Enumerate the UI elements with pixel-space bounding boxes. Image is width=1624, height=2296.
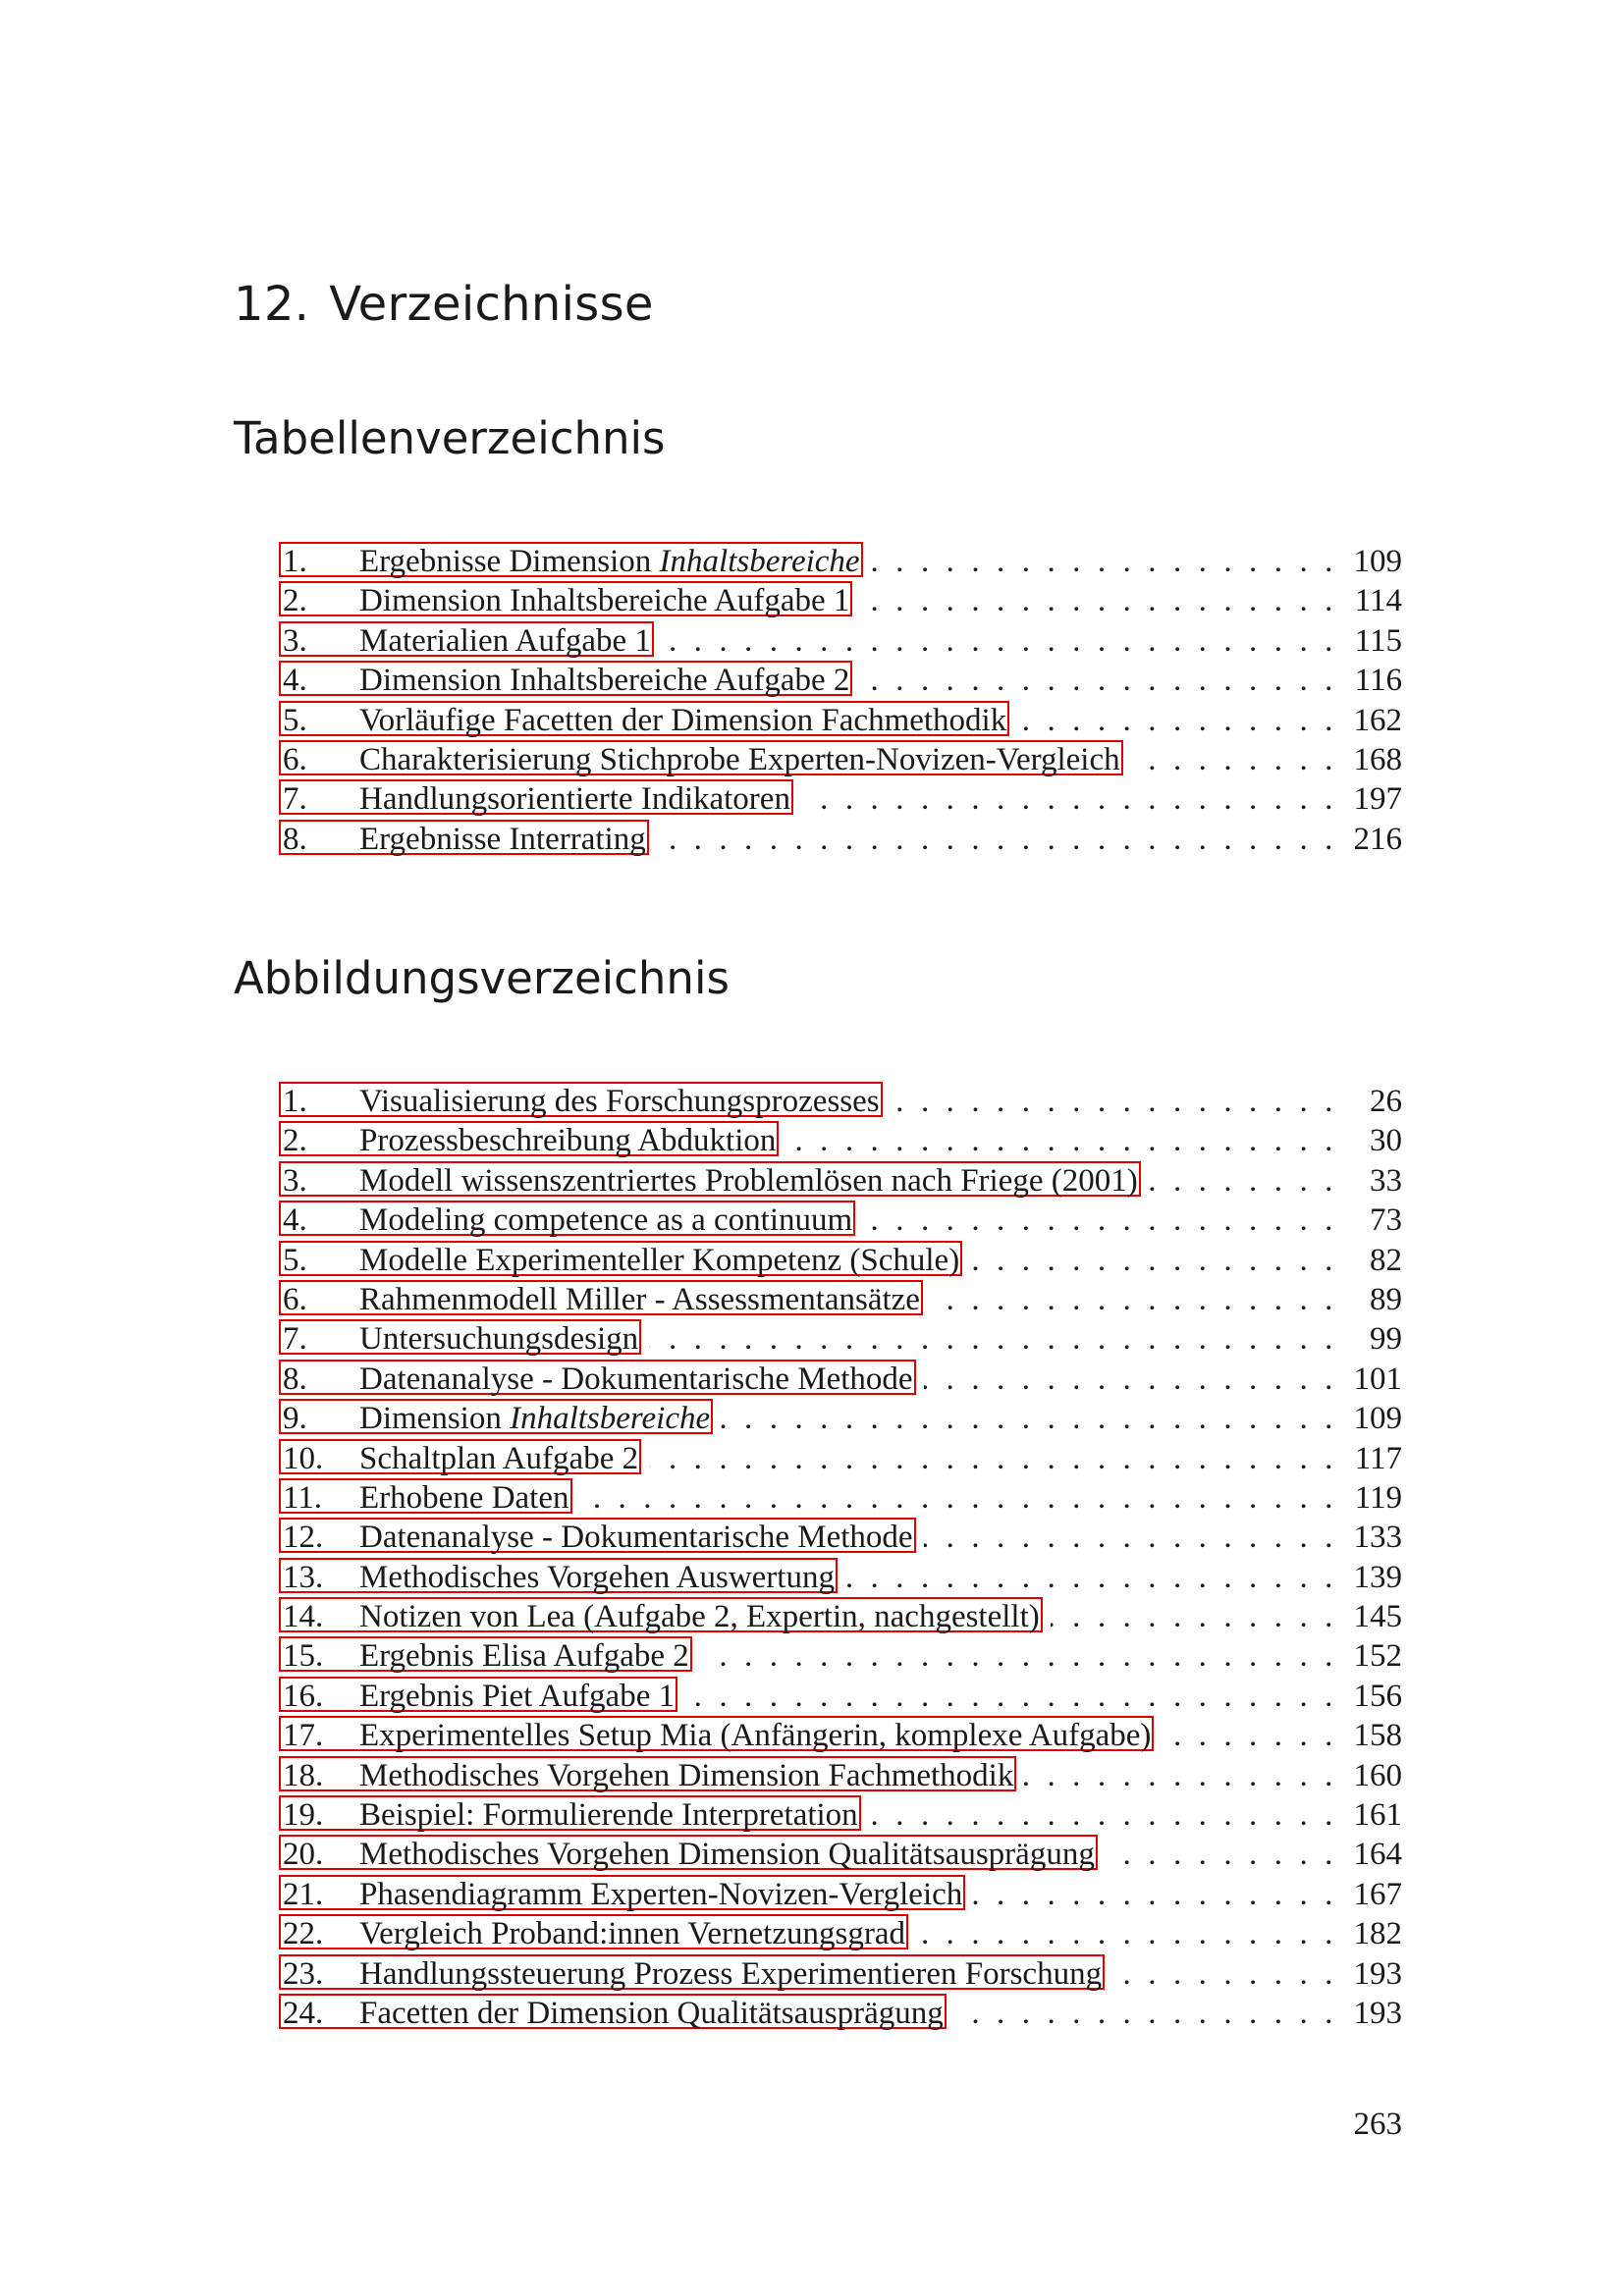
entry-page: 216 [1353, 821, 1402, 857]
figure-entry [279, 1716, 1402, 1755]
list-of-figures [279, 1082, 1402, 2033]
dot-leader [1149, 1161, 1337, 1201]
entry-page: 33 [1370, 1162, 1402, 1199]
entry-title-italic: Inhaltsbereiche [659, 544, 860, 579]
figure-entry [279, 1518, 1402, 1557]
dot-leader [871, 542, 1337, 581]
table-entry-link[interactable] [279, 661, 852, 699]
entry-title-text: Methodisches Vorgehen Auswertung [359, 1559, 835, 1595]
entry-page: 115 [1354, 622, 1402, 659]
entry-title [359, 1996, 944, 2031]
table-entry [279, 621, 1402, 661]
figure-entry-link[interactable] [279, 1875, 965, 1910]
figure-entry [279, 1835, 1402, 1874]
table-entry [279, 581, 1402, 620]
figure-entry [279, 1082, 1402, 1121]
entry-page: 109 [1353, 1401, 1402, 1437]
figure-entry-link[interactable] [279, 1360, 916, 1395]
figure-entry [279, 1478, 1402, 1518]
entry-title [359, 781, 790, 817]
entry-number: 4. [283, 1202, 307, 1239]
entry-title-text: Phasendiagramm Experten-Novizen-Vergleich [359, 1876, 963, 1912]
figure-entry [279, 1360, 1402, 1399]
entry-title [359, 742, 1120, 777]
figure-entry-link[interactable] [279, 1835, 1098, 1873]
entry-number: 7. [283, 1321, 307, 1358]
entry-title [359, 1916, 905, 1951]
dot-leader [649, 1439, 1337, 1478]
dot-leader [1024, 1756, 1337, 1795]
chapter-number: 12. [234, 277, 310, 332]
figure-entry-link[interactable] [279, 1795, 861, 1834]
entry-number: 18. [283, 1757, 324, 1793]
entry-title-text: Notizen von Lea (Aufgabe 2, Expertin, nachgestellt) [359, 1599, 1040, 1635]
entry-page: 158 [1353, 1718, 1402, 1754]
entry-title-text: Vorläufige Facetten der Dimension Fachmethodik [359, 702, 1007, 738]
entry-title [359, 822, 646, 857]
figure-entry [279, 1756, 1402, 1795]
dot-leader [685, 1677, 1337, 1716]
dot-leader [973, 1875, 1337, 1914]
entry-number: 16. [283, 1678, 324, 1714]
dot-leader [924, 1360, 1337, 1399]
entry-page: 73 [1370, 1202, 1402, 1239]
entry-page: 167 [1353, 1876, 1402, 1912]
entry-title [359, 1084, 880, 1119]
entry-title [359, 1718, 1151, 1753]
entry-number: 19. [283, 1797, 324, 1834]
entry-page: 168 [1353, 741, 1402, 777]
entry-title [359, 1362, 913, 1397]
entry-page: 197 [1353, 781, 1402, 818]
entry-title-text: Schaltplan Aufgabe 2 [359, 1440, 639, 1476]
figure-entry [279, 1994, 1402, 2033]
entry-title-text: Facetten der Dimension Qualitätsausprägung [359, 1995, 944, 2031]
entry-number: 22. [283, 1916, 324, 1952]
entry-page: 101 [1353, 1361, 1402, 1397]
figure-entry-link[interactable] [279, 1954, 1105, 1990]
chapter-title: Verzeichnisse [329, 277, 654, 332]
entry-title-text: Erhobene Daten [359, 1479, 569, 1516]
entry-title-italic: Inhaltsbereiche [510, 1401, 711, 1437]
entry-title [359, 623, 651, 659]
entry-title [359, 1282, 920, 1317]
entry-number: 21. [283, 1876, 324, 1912]
entry-number: 2. [283, 1123, 307, 1159]
table-entry-link[interactable] [279, 820, 649, 855]
dot-leader [860, 661, 1337, 700]
entry-title-text: Dimension Inhaltsbereiche Aufgabe 1 [359, 583, 850, 619]
entry-page: 26 [1370, 1084, 1402, 1119]
entry-title-text: Handlungsorientierte Indikatoren [359, 781, 790, 818]
dot-leader [1017, 701, 1337, 740]
table-entry [279, 740, 1402, 779]
chapter-heading [234, 277, 654, 332]
figure-entry-link[interactable] [279, 1756, 1016, 1791]
entry-number: 12. [283, 1520, 324, 1556]
entry-title-text: Beispiel: Formulierende Interpretation [359, 1797, 858, 1834]
entry-page: 139 [1353, 1559, 1402, 1595]
entry-title-text: Modeling competence as a continuum [359, 1202, 853, 1239]
dot-leader [916, 1914, 1337, 1953]
figure-entry-link[interactable] [279, 1280, 923, 1315]
entry-number: 17. [283, 1718, 324, 1754]
entry-title-text: Untersuchungsdesign [359, 1321, 639, 1358]
entry-title [359, 1520, 913, 1555]
entry-number: 14. [283, 1599, 324, 1635]
dot-leader [801, 779, 1337, 819]
entry-page: 193 [1353, 1955, 1402, 1992]
entry-number: 3. [283, 622, 307, 659]
entry-page: 82 [1370, 1242, 1402, 1278]
figure-entry-link[interactable] [279, 1082, 883, 1117]
entry-title [359, 663, 849, 698]
entry-title [359, 1560, 835, 1595]
entry-title-text: Materialien Aufgabe 1 [359, 622, 651, 659]
entry-page: 152 [1353, 1638, 1402, 1675]
entry-title-text: Experimentelles Setup Mia (Anfängerin, komplexe Aufgabe) [359, 1718, 1152, 1754]
table-entry-link[interactable] [279, 581, 852, 619]
entry-title-text: Modelle Experimenteller Kompetenz (Schule) [359, 1242, 960, 1278]
entry-title-text: Prozessbeschreibung Abduktion [359, 1123, 777, 1159]
entry-number: 3. [283, 1162, 307, 1199]
figure-entry-link[interactable] [279, 1914, 908, 1952]
figure-entry-link[interactable] [279, 1319, 641, 1358]
entry-title [359, 583, 849, 618]
figure-entry [279, 1875, 1402, 1914]
table-entry [279, 820, 1402, 859]
tables-section-heading: Tabellenverzeichnis [234, 412, 666, 464]
table-entry [279, 779, 1402, 819]
figure-entry [279, 1161, 1402, 1201]
entry-title-text: Dimension Inhaltsbereiche Aufgabe 2 [359, 663, 850, 699]
entry-page: 182 [1353, 1916, 1402, 1952]
entry-page: 193 [1353, 1995, 1402, 2031]
entry-number: 13. [283, 1559, 324, 1595]
figure-entry [279, 1677, 1402, 1716]
entry-title [359, 1441, 638, 1476]
table-entry [279, 661, 1402, 700]
entry-title [359, 1837, 1095, 1872]
entry-number: 11. [283, 1479, 323, 1516]
entry-title [359, 1480, 569, 1516]
entry-title-text: Ergebnis Piet Aufgabe 1 [359, 1678, 676, 1714]
entry-number: 24. [283, 1995, 324, 2031]
figure-entry [279, 1121, 1402, 1160]
entry-title [359, 1599, 1040, 1634]
entry-title-text: Rahmenmodell Miller - Assessmentansätze [359, 1281, 920, 1317]
entry-title-text: Visualisierung des Forschungsprozesses [359, 1084, 880, 1119]
entry-title-text: Modell wissenszentriertes Problemlösen nach Friege (2001) [359, 1162, 1138, 1199]
figure-entry [279, 1439, 1402, 1478]
entry-page: 99 [1370, 1321, 1402, 1358]
entry-page: 160 [1353, 1757, 1402, 1793]
figure-entry [279, 1241, 1402, 1280]
dot-leader [845, 1558, 1337, 1597]
figure-entry-link[interactable] [279, 1201, 855, 1239]
dot-leader [863, 1201, 1337, 1240]
figure-entry [279, 1201, 1402, 1240]
entry-page: 109 [1353, 544, 1402, 579]
entry-title-text: Handlungssteuerung Prozess Experimentieren Forschung [359, 1955, 1103, 1992]
dot-leader [1106, 1835, 1337, 1874]
entry-title-text: Methodisches Vorgehen Dimension Qualitätsausprägung [359, 1837, 1095, 1873]
figure-entry [279, 1399, 1402, 1438]
figure-entry-link[interactable] [279, 1439, 641, 1474]
entry-number: 15. [283, 1638, 324, 1675]
entry-title [359, 1758, 1013, 1793]
entry-title-text: Methodisches Vorgehen Dimension Fachmethodik [359, 1757, 1014, 1793]
entry-page: 161 [1353, 1797, 1402, 1834]
entry-title-text: Dimension [359, 1401, 511, 1437]
entry-title-text: Charakterisierung Stichprobe Experten-Novizen-Vergleich [359, 741, 1120, 777]
figure-entry-link[interactable] [279, 1399, 713, 1437]
entry-number: 2. [283, 583, 307, 619]
entry-title [359, 1163, 1138, 1199]
entry-page: 156 [1353, 1678, 1402, 1714]
entry-number: 8. [283, 1361, 307, 1397]
dot-leader [931, 1280, 1337, 1319]
entry-title-text: Vergleich Proband:innen Vernetzungsgrad [359, 1916, 905, 1952]
dot-leader [649, 1319, 1337, 1359]
dot-leader [1131, 740, 1337, 779]
figure-entry-link[interactable] [279, 1161, 1141, 1197]
entry-number: 9. [283, 1401, 307, 1437]
table-entry-link[interactable] [279, 740, 1123, 775]
entry-title [359, 1243, 959, 1278]
figure-entry [279, 1319, 1402, 1359]
entry-number: 1. [283, 544, 307, 579]
entry-number: 10. [283, 1440, 324, 1476]
entry-page: 162 [1353, 702, 1402, 738]
entry-title-text: Datenanalyse - Dokumentarische Methode [359, 1520, 913, 1556]
figure-entry [279, 1280, 1402, 1319]
dot-leader [1112, 1954, 1337, 1994]
figure-entry-link[interactable] [279, 1636, 692, 1675]
figure-entry-link[interactable] [279, 1597, 1043, 1635]
entry-number: 7. [283, 781, 307, 818]
entry-number: 6. [283, 1281, 307, 1317]
dot-leader [970, 1241, 1337, 1280]
entry-page: 119 [1354, 1479, 1402, 1516]
figure-entry-link[interactable] [279, 1558, 838, 1593]
dot-leader [657, 820, 1337, 859]
dot-leader [869, 1795, 1337, 1835]
entry-title [359, 1797, 858, 1833]
figure-entry [279, 1597, 1402, 1636]
entry-title [359, 1877, 962, 1912]
entry-title [359, 544, 860, 579]
figure-entry [279, 1795, 1402, 1835]
dot-leader [860, 581, 1337, 620]
dot-leader [954, 1994, 1337, 2033]
dot-leader [1162, 1716, 1337, 1755]
entry-page: 89 [1370, 1281, 1402, 1317]
figure-entry-link[interactable] [279, 1121, 779, 1159]
entry-number: 5. [283, 1242, 307, 1278]
figure-entry-link[interactable] [279, 1716, 1154, 1754]
entry-title [359, 1638, 689, 1674]
dot-leader [700, 1636, 1337, 1676]
dot-leader [1051, 1597, 1337, 1636]
table-entry-link[interactable] [279, 779, 793, 818]
entry-number: 23. [283, 1955, 324, 1992]
entry-title [359, 1679, 675, 1714]
table-entry-link[interactable] [279, 542, 863, 577]
figure-entry-link[interactable] [279, 1478, 572, 1514]
figure-entry [279, 1914, 1402, 1953]
entry-title [359, 1123, 776, 1158]
entry-number: 6. [283, 741, 307, 777]
figures-section-heading: Abbildungsverzeichnis [234, 952, 730, 1004]
entry-number: 20. [283, 1837, 324, 1873]
entry-page: 117 [1354, 1440, 1402, 1476]
entry-title-text: Ergebnisse Interrating [359, 821, 646, 857]
table-entry [279, 542, 1402, 581]
table-entry-link[interactable] [279, 621, 654, 657]
dot-leader [924, 1518, 1337, 1557]
entry-title-text: Ergebnis Elisa Aufgabe 2 [359, 1638, 689, 1675]
entry-page: 164 [1353, 1837, 1402, 1873]
entry-title [359, 1401, 710, 1436]
entry-title [359, 1956, 1102, 1992]
figure-entry-link[interactable] [279, 1518, 916, 1556]
entry-title-text: Ergebnisse Dimension [359, 544, 660, 579]
entry-title [359, 1321, 638, 1357]
figure-entry-link[interactable] [279, 1677, 677, 1712]
page-number: 263 [1353, 2107, 1402, 2142]
figure-entry-link[interactable] [279, 1994, 947, 2029]
dot-leader [721, 1399, 1337, 1438]
entry-page: 133 [1353, 1520, 1402, 1556]
entry-number: 5. [283, 702, 307, 738]
table-entry [279, 701, 1402, 740]
figure-entry [279, 1636, 1402, 1676]
dot-leader [662, 621, 1337, 661]
figure-entry [279, 1558, 1402, 1597]
figure-entry-link[interactable] [279, 1241, 962, 1276]
figure-entry [279, 1954, 1402, 1994]
entry-number: 8. [283, 821, 307, 857]
entry-title [359, 703, 1006, 738]
entry-page: 30 [1370, 1123, 1402, 1159]
dot-leader [786, 1121, 1337, 1160]
dot-leader [891, 1082, 1337, 1121]
entry-number: 4. [283, 663, 307, 699]
entry-title-text: Datenanalyse - Dokumentarische Methode [359, 1361, 913, 1397]
entry-number: 1. [283, 1084, 307, 1119]
dot-leader [580, 1478, 1338, 1518]
entry-title [359, 1202, 852, 1238]
entry-page: 116 [1354, 663, 1402, 699]
list-of-tables [279, 542, 1402, 859]
table-entry-link[interactable] [279, 701, 1009, 736]
entry-page: 114 [1354, 583, 1402, 619]
entry-page: 145 [1353, 1599, 1402, 1635]
